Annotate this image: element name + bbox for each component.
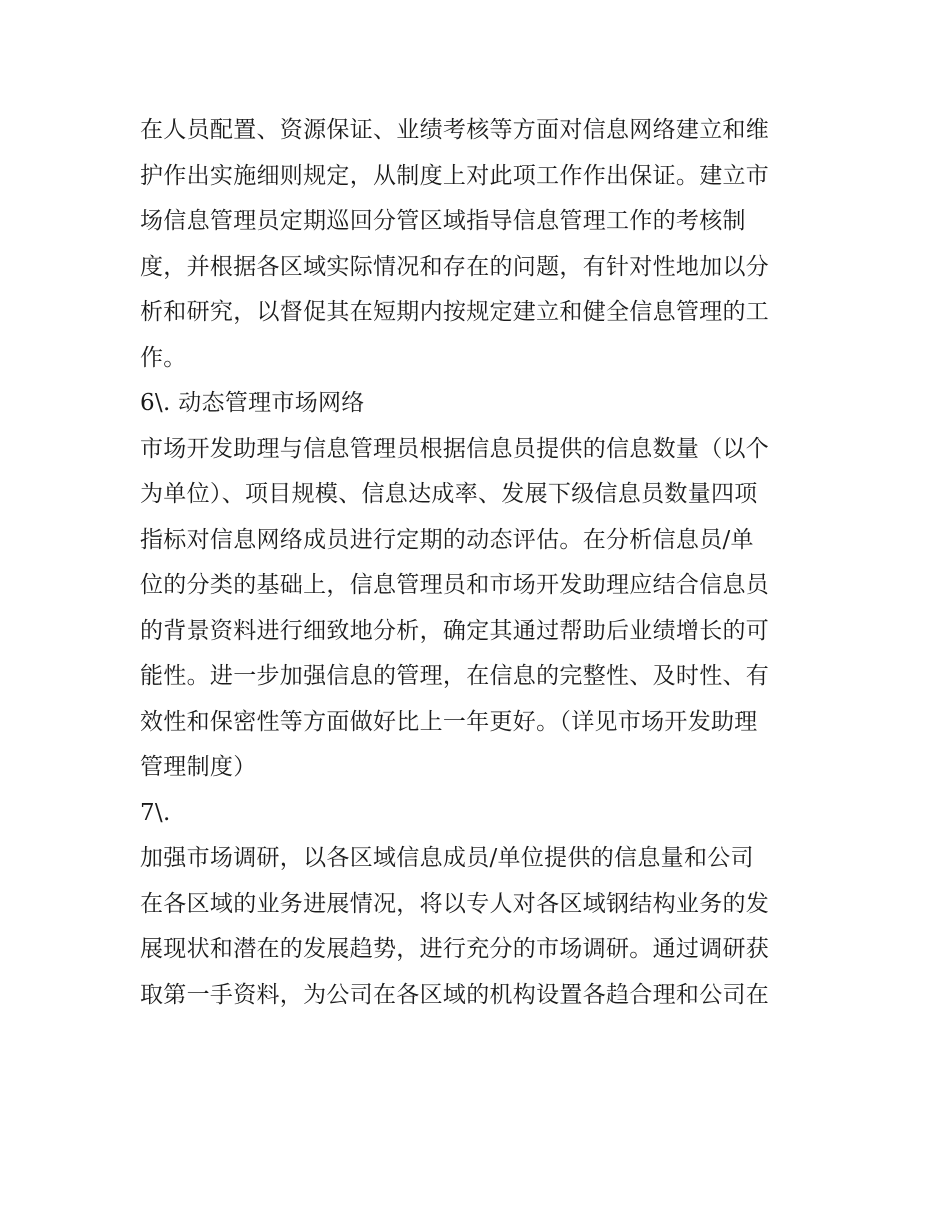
text-line: 在各区域的业务进展情况，将以专人对各区域钢结构业务的发 xyxy=(140,890,770,917)
text-line: 为单位）、项目规模、信息达成率、发展下级信息员数量四项 xyxy=(140,481,758,507)
text-line: 能性。进一步加强信息的管理，在信息的完整性、及时性、有 xyxy=(140,663,770,689)
text-line: 作。 xyxy=(140,344,187,371)
text-line: 指标对信息网络成员进行定期的动态评估。在分析信息员/单 xyxy=(140,526,754,553)
paragraph-network-guarantee xyxy=(140,108,812,381)
text-line: 效性和保密性等方面做好比上一年更好。（详见市场开发助理 xyxy=(140,708,758,735)
text-line: 取第一手资料，为公司在各区域的机构设置各趋合理和公司在 xyxy=(140,981,770,1008)
paragraph-market-research xyxy=(140,836,812,1018)
text-line: 场信息管理员定期巡回分管区域指导信息管理工作的考核制 xyxy=(140,208,746,234)
paragraph-dynamic-management xyxy=(140,427,812,791)
text-line: 管理制度） xyxy=(140,754,257,780)
text-line: 的背景资料进行细致地分析，确定其通过帮助后业绩增长的可 xyxy=(140,617,770,644)
section-heading-7: 7\. xyxy=(140,799,171,826)
text-line: 析和研究，以督促其在短期内按规定建立和健全信息管理的工 xyxy=(140,299,770,325)
text-line: 展现状和潜在的发展趋势，进行充分的市场调研。通过调研获 xyxy=(140,936,770,962)
text-line: 护作出实施细则规定，从制度上对此项工作作出保证。建立市 xyxy=(140,162,770,189)
text-line: 市场开发助理与信息管理员根据信息员提供的信息数量（以个 xyxy=(140,435,770,462)
text-line: 在人员配置、资源保证、业绩考核等方面对信息网络建立和维 xyxy=(140,117,770,143)
text-line: 加强市场调研，以各区域信息成员/单位提供的信息量和公司 xyxy=(140,845,754,871)
text-line: 度，并根据各区域实际情况和存在的问题，有针对性地加以分 xyxy=(140,253,770,280)
document-body xyxy=(140,108,812,1018)
text-line: 位的分类的基础上，信息管理员和市场开发助理应结合信息员 xyxy=(140,572,770,598)
section-heading-6: 6\. 动态管理市场网络 xyxy=(140,390,365,416)
